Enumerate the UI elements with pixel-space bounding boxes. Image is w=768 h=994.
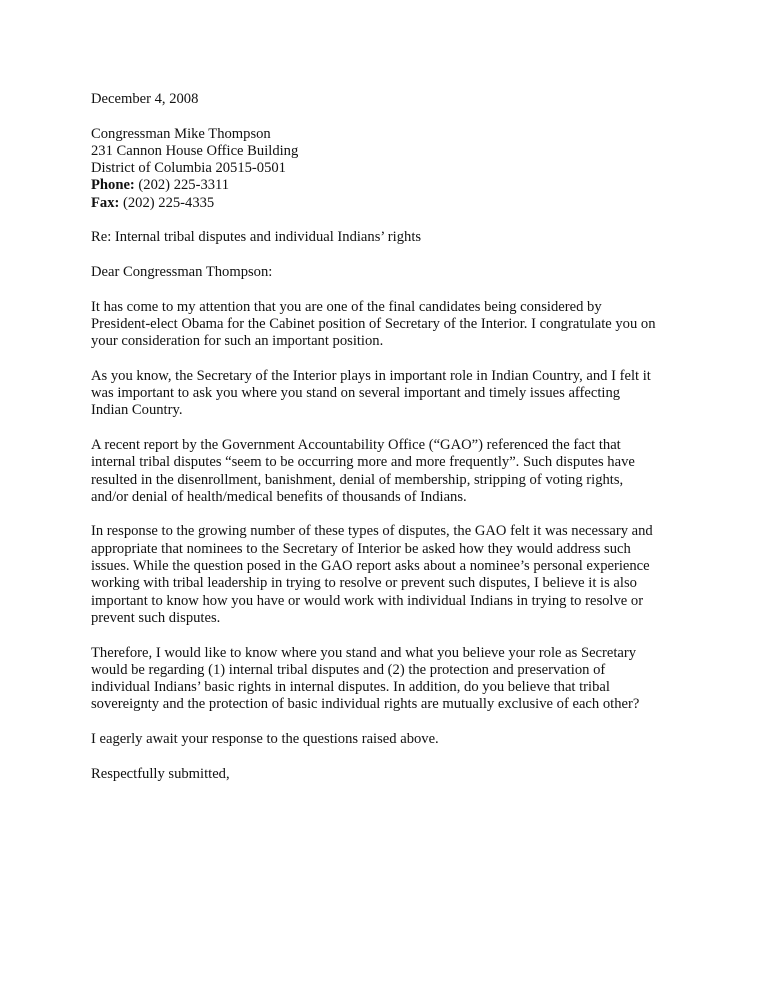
paragraph-line: Indian Country. (91, 402, 183, 419)
recipient-address-line-1: 231 Cannon House Office Building (91, 142, 299, 159)
spacer (91, 748, 691, 765)
paragraph-line: internal tribal disputes “seem to be occurring more and more frequently”. Such disputes have (91, 454, 635, 471)
spacer (91, 108, 691, 125)
paragraph-line: your consideration for such an important position. (91, 333, 384, 350)
closing-text: Respectfully submitted, (91, 765, 230, 782)
paragraph-line: resulted in the disenrollment, banishment, denial of membership, stripping of voting rights, (91, 471, 624, 488)
body-paragraph-4 (91, 523, 691, 627)
fax-value: (202) 225-4335 (119, 194, 215, 211)
paragraph-line: I eagerly await your response to the questions raised above. (91, 730, 439, 747)
paragraph-line: A recent report by the Government Accountability Office (“GAO”) referenced the fact that (91, 436, 621, 453)
paragraph-line: individual Indians’ basic rights in internal disputes. In addition, do you believe that tribal (91, 679, 610, 696)
paragraph-line: It has come to my attention that you are one of the final candidates being considered by (91, 298, 602, 315)
subject-text: Re: Internal tribal disputes and individual Indians’ rights (91, 229, 422, 246)
paragraph-line: Therefore, I would like to know where you stand and what you believe your role as Secretary (91, 644, 637, 661)
spacer (91, 247, 691, 264)
recipient-fax (91, 195, 691, 212)
phone-value: (202) 225-3311 (134, 177, 230, 194)
paragraph-line: important to know how you have or would work with individual Indians in trying to resolve or (91, 592, 644, 609)
body-paragraph-3 (91, 437, 691, 506)
spacer (91, 212, 691, 229)
salutation (91, 264, 691, 281)
letter-page (91, 91, 691, 783)
paragraph-line: was important to ask you where you stand on several important and timely issues affecting (91, 385, 621, 402)
spacer (91, 506, 691, 523)
paragraph-line: As you know, the Secretary of the Interior plays in important role in Indian Country, and I felt it (91, 367, 651, 384)
phone-label: Phone: (91, 177, 135, 194)
paragraph-line: President-elect Obama for the Cabinet position of Secretary of the Interior. I congratulate you on (91, 315, 656, 332)
body-paragraph-6 (91, 731, 691, 748)
body-paragraph-2 (91, 368, 691, 420)
recipient-address-block (91, 126, 691, 212)
spacer (91, 714, 691, 731)
paragraph-line: would be regarding (1) internal tribal disputes and (2) the protection and preservation of (91, 661, 606, 678)
spacer (91, 420, 691, 437)
salutation-text: Dear Congressman Thompson: (91, 263, 273, 280)
body-paragraph-1 (91, 299, 691, 351)
recipient-phone (91, 177, 691, 194)
paragraph-line: In response to the growing number of these types of disputes, the GAO felt it was necessary and (91, 523, 653, 540)
recipient-address-line-2: District of Columbia 20515-0501 (91, 160, 286, 177)
spacer (91, 281, 691, 298)
paragraph-line: and/or denial of health/medical benefits of thousands of Indians. (91, 488, 467, 505)
closing (91, 766, 691, 783)
letter-date (91, 91, 691, 108)
paragraph-line: prevent such disputes. (91, 609, 221, 626)
body-paragraph-5 (91, 645, 691, 714)
paragraph-line: sovereignty and the protection of basic individual rights are mutually exclusive of each other? (91, 696, 640, 713)
date-text: December 4, 2008 (91, 91, 199, 107)
recipient-name: Congressman Mike Thompson (91, 125, 271, 142)
spacer (91, 627, 691, 644)
fax-label: Fax: (91, 194, 120, 211)
subject-line (91, 229, 691, 246)
paragraph-line: working with tribal leadership in trying to resolve or prevent such disputes, I believe it is also (91, 575, 637, 592)
paragraph-line: appropriate that nominees to the Secretary of Interior be asked how they would address such (91, 540, 631, 557)
spacer (91, 350, 691, 367)
paragraph-line: issues. While the question posed in the GAO report asks about a nominee’s personal experience (91, 558, 650, 575)
